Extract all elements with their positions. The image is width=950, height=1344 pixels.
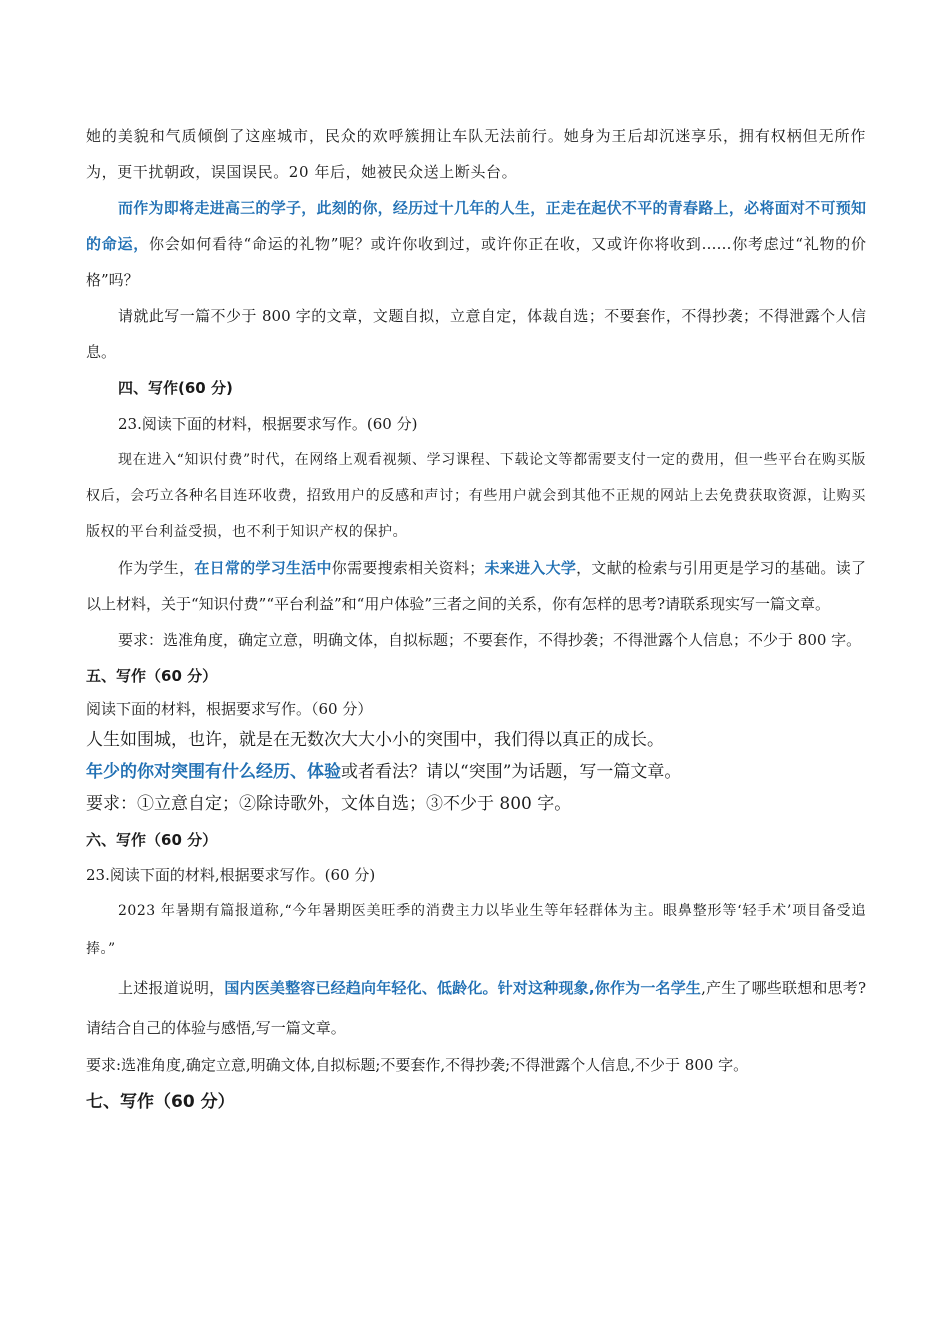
question-line: 阅读下面的材料，根据要求写作。（60 分）: [86, 700, 373, 718]
body-text: ，文献的检索与引用更是学习的基础。读了以上材料，关于“知识付费”“平台利益”和“用户体验”三者之间的关系，你有怎样的思考?请联系现实写一篇文章。: [86, 559, 866, 613]
body-text: 你会如何看待“命运的礼物”呢？或许你收到过，或许你正在收，又或许你将收到……你考虑过“礼物的价格”吗？: [86, 235, 866, 289]
section-title-4: 四、写作(60 分): [118, 379, 233, 397]
section-title-6: 六、写作（60 分）: [86, 831, 218, 849]
question-line: 23.阅读下面的材料,根据要求写作。(60 分): [86, 866, 376, 884]
document-page: [86, 118, 866, 1122]
highlighted-text: 国内医美整容已经趋向年轻化、低龄化。针对这种现象,你作为一名学生: [224, 979, 702, 997]
highlighted-text: 年少的你对突围有什么经历、体验: [86, 762, 341, 782]
highlighted-text: 在日常的学习生活中: [194, 559, 332, 577]
prompt-paragraph: [86, 968, 866, 1048]
prompt-paragraph: [86, 190, 866, 298]
question-line: 23.阅读下面的材料，根据要求写作。(60 分): [118, 415, 418, 433]
body-text: 或者看法？请以“突围”为话题，写一篇文章。: [341, 762, 682, 782]
body-text: 你需要搜索相关资料；: [331, 559, 485, 577]
body-text: 上述报道说明，: [118, 979, 225, 997]
body-text: ,产生了哪些联想和思考?请结合自己的体验与感悟,写一篇文章。: [86, 979, 866, 1037]
material-paragraph: 她的美貌和气质倾倒了这座城市，民众的欢呼簇拥让车队无法前行。她身为王后却沉迷享乐，拥有权柄但无所作为，更干扰朝政，误国误民。20 年后，她被民众送上断头台。: [86, 127, 866, 181]
body-text: 作为学生，: [118, 559, 195, 577]
prompt-paragraph: [86, 756, 866, 788]
highlighted-text: 而作为即将走进高三的学子，此刻的你，经历过十几年的人生，正走在起伏不平的青春路上，必将面对不可预知的命运，: [86, 199, 866, 253]
requirement-paragraph: 要求：选准角度，确定立意，明确文体，自拟标题；不要套作，不得抄袭；不得泄露个人信息；不少于 800 字。: [118, 631, 862, 649]
highlighted-text: 未来进入大学: [484, 559, 577, 577]
requirement-paragraph: 要求：①立意自定；②除诗歌外，文体自选；③不少于 800 字。: [86, 794, 572, 814]
material-paragraph: 现在进入“知识付费”时代，在网络上观看视频、学习课程、下载论文等都需要支付一定的费用，但一些平台在购买版权后，会巧立各种名目连环收费，招致用户的反感和声讨；有些用户就会到其他不正规的网站上去免费获取资源，让购买版权的平台利益受损，也不利于知识产权的保护。: [86, 452, 866, 540]
material-paragraph: 人生如围城，也许，就是在无数次大大小小的突围中，我们得以真正的成长。: [86, 730, 664, 750]
section-title-7: 七、写作（60 分）: [86, 1092, 235, 1112]
material-paragraph: 2023 年暑期有篇报道称,“今年暑期医美旺季的消费主力以毕业生等年轻群体为主。眼鼻整形等‘轻手术’项目备受追捧。”: [86, 903, 866, 957]
requirement-paragraph: 要求:选准角度,确定立意,明确文体,自拟标题;不要套作,不得抄袭;不得泄露个人信息,不少于 800 字。: [86, 1056, 749, 1074]
requirement-paragraph: 请就此写一篇不少于 800 字的文章，文题自拟，立意自定，体裁自选；不要套作，不得抄袭；不得泄露个人信息。: [86, 307, 866, 361]
section-title-5: 五、写作（60 分）: [86, 667, 218, 685]
prompt-paragraph: [86, 550, 866, 622]
